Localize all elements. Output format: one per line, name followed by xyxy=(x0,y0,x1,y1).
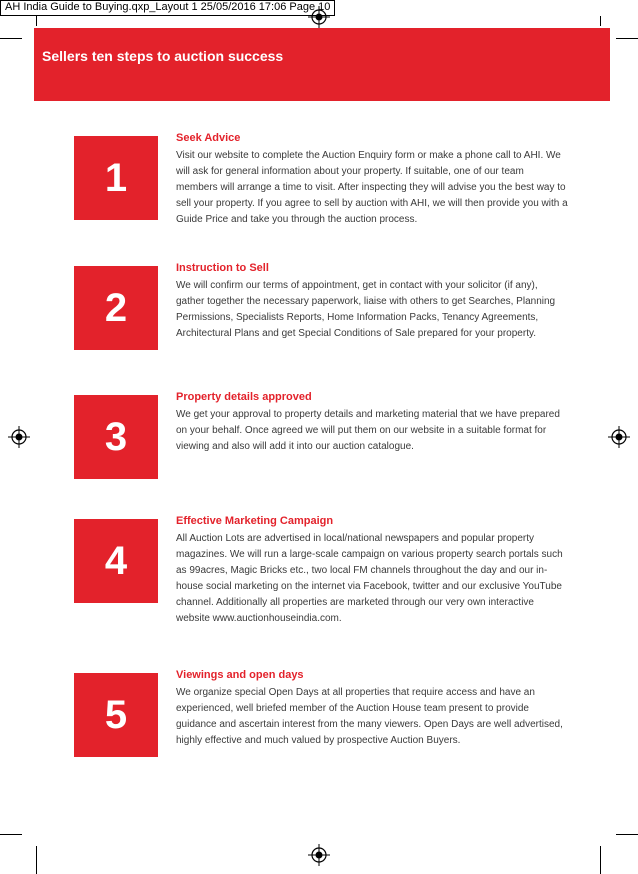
step-number: 2 xyxy=(104,286,128,330)
step-number-box xyxy=(74,266,158,350)
step-description: We get your approval to property details and marketing material that we have prepared on your behalf. Once agreed we will put them on our website in a suitable format for viewing and also will add it into our auction catalogue. xyxy=(176,409,560,452)
crop-mark-top-left-h xyxy=(0,38,22,39)
registration-mark-top-icon xyxy=(308,6,330,28)
step-title: Instruction to Sell xyxy=(176,262,269,274)
registration-mark-right-icon xyxy=(608,426,630,448)
crop-mark-top-left-v xyxy=(36,16,37,26)
step-number-box xyxy=(74,136,158,220)
crop-mark-bottom-left-h xyxy=(0,834,22,835)
header-banner xyxy=(34,28,610,101)
registration-mark-bottom-icon xyxy=(308,844,330,866)
step-number: 4 xyxy=(104,539,128,583)
step-description: We organize special Open Days at all properties that require access and have an experienced, well briefed member of the Auction House team present to provide guidance and ascertain interest from the many viewers. Open Days are well advertised, highly effective and much valued by prospective Auction Buyers. xyxy=(176,687,563,746)
crop-mark-bottom-left-v xyxy=(36,846,37,874)
crop-mark-top-right-h xyxy=(616,38,638,39)
step-title: Property details approved xyxy=(176,391,312,403)
step-number-box xyxy=(74,395,158,479)
step-description: All Auction Lots are advertised in local/national newspapers and popular property magazines. We will run a large-scale campaign on various property search portals such as 99acres, Magic Bricks etc., two local FM channels throughout the day and our in-house social marketing on the internet via Facebook, twitter and our exclusive YouTube channel. Additionally all properties are marketed through our very own interactive website www.auctionhouseindia.com. xyxy=(176,533,563,624)
crop-mark-bottom-right-h xyxy=(616,834,638,835)
step-description: Visit our website to complete the Auction Enquiry form or make a phone call to AHI. We will ask for general information about your property. If suitable, one of our team members will arrange a time to visit. After inspecting they will advise you the best way to sell your property. If you agree to sell by auction with AHI, we will then provide you with a Guide Price and take you through the auction process. xyxy=(176,150,568,225)
step-title: Viewings and open days xyxy=(176,669,304,681)
print-slug: AH India Guide to Buying.qxp_Layout 1 25/05/2016 17:06 Page 10 xyxy=(0,0,335,16)
registration-mark-left-icon xyxy=(8,426,30,448)
page-title: Sellers ten steps to auction success xyxy=(42,48,284,64)
step-description: We will confirm our terms of appointment, get in contact with your solicitor (if any), gather together the necessary paperwork, liaise with others to get Searches, Planning Permissions, Specialists Reports, Home Information Packs, Tenancy Agreements, Architectural Plans and get Special Conditions of Sale prepared for your property. xyxy=(176,280,556,339)
step-number: 3 xyxy=(104,415,128,459)
step-number: 5 xyxy=(104,693,128,737)
step-number: 1 xyxy=(104,156,128,200)
step-title: Seek Advice xyxy=(176,132,241,144)
step-number-box xyxy=(74,673,158,757)
step-title: Effective Marketing Campaign xyxy=(176,515,334,527)
crop-mark-top-right-v xyxy=(600,16,601,26)
step-number-box xyxy=(74,519,158,603)
crop-mark-bottom-right-v xyxy=(600,846,601,874)
